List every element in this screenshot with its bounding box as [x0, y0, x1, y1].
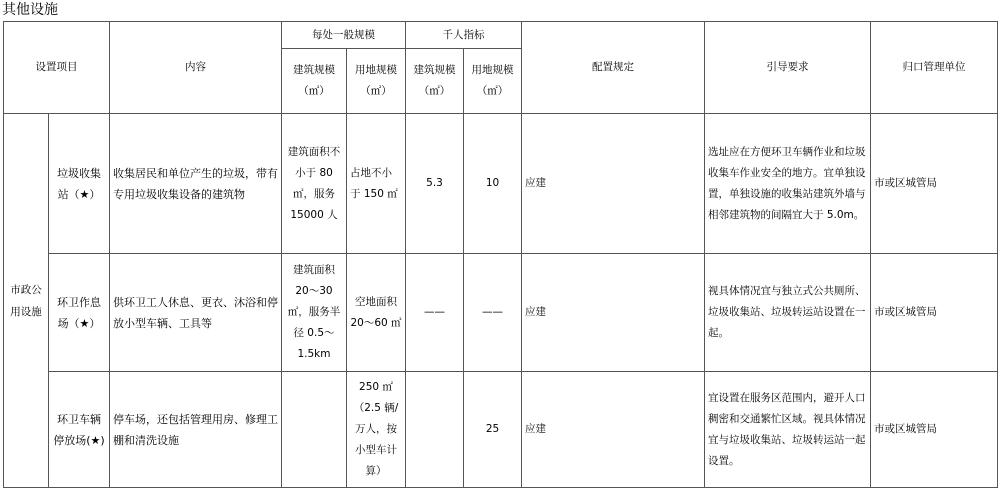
row-manager: 市或区城管局 [871, 114, 998, 254]
row-guide: 选址应在方便环卫车辆作业和垃圾收集车作业安全的地方。宜单独设置，单独设施的收集站建筑外墙与相邻建筑物的间隔宜大于 5.0m。 [705, 114, 871, 254]
header-manager: 归口管理单位 [871, 22, 998, 114]
row-land-scale: 空地面积 20～60 ㎡ [347, 254, 406, 372]
header-build-scale: 建筑规模 （㎡） [282, 49, 347, 114]
header-index-group: 千人指标 [406, 22, 522, 49]
row-name: 环卫车辆停放场(★) [49, 372, 110, 488]
row-config: 应建 [522, 372, 705, 488]
row-build-scale: 建筑面积 20～30 ㎡，服务半径 0.5～1.5km [282, 254, 347, 372]
category-cell: 市政公用设施 [4, 114, 49, 488]
header-index-land: 用地规模 （㎡） [464, 49, 522, 114]
row-index-build: 5.3 [406, 114, 464, 254]
row-content: 停车场，还包括管理用房、修理工棚和清洗设施 [110, 372, 282, 488]
header-scale-group: 每处一般规模 [282, 22, 406, 49]
row-index-land: 25 [464, 372, 522, 488]
header-item: 设置项目 [4, 22, 110, 114]
header-content: 内容 [110, 22, 282, 114]
page-title: 其他设施 [2, 2, 58, 18]
row-index-build [406, 372, 464, 488]
header-index-build: 建筑规模 （㎡） [406, 49, 464, 114]
row-name: 垃圾收集站（★） [49, 114, 110, 254]
row-land-scale: 250 ㎡（2.5 辆/万人，按小型车计算） [347, 372, 406, 488]
row-content: 供环卫工人休息、更衣、沐浴和停放小型车辆、工具等 [110, 254, 282, 372]
row-config: 应建 [522, 254, 705, 372]
row-build-scale: 建筑面积不小于 80 ㎡，服务 15000 人 [282, 114, 347, 254]
row-guide: 视具体情况宜与独立式公共厕所、垃圾收集站、垃圾转运站设置在一起。 [705, 254, 871, 372]
row-manager: 市或区城管局 [871, 254, 998, 372]
facility-table [3, 21, 998, 488]
row-config: 应建 [522, 114, 705, 254]
header-land-scale: 用地规模 （㎡） [347, 49, 406, 114]
row-index-build: —— [406, 254, 464, 372]
row-content: 收集居民和单位产生的垃圾，带有专用垃圾收集设备的建筑物 [110, 114, 282, 254]
header-guide: 引导要求 [705, 22, 871, 114]
row-index-land: 10 [464, 114, 522, 254]
row-guide: 宜设置在服务区范围内，避开人口稠密和交通繁忙区域。视具体情况宜与垃圾收集站、垃圾转运站一起设置。 [705, 372, 871, 488]
row-land-scale: 占地不小于 150 ㎡ [347, 114, 406, 254]
row-manager: 市或区城管局 [871, 372, 998, 488]
row-name: 环卫作息场（★） [49, 254, 110, 372]
row-index-land: —— [464, 254, 522, 372]
row-build-scale [282, 372, 347, 488]
header-config: 配置规定 [522, 22, 705, 114]
